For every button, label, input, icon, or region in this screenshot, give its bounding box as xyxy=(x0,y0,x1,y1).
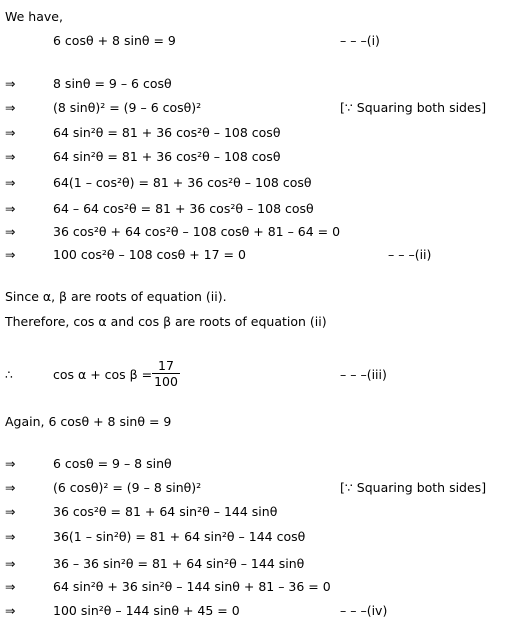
step-row xyxy=(0,554,506,574)
step-row xyxy=(0,199,506,219)
step-expression: 64(1 – cos²θ) = 81 + 36 cos²θ – 108 cosθ xyxy=(53,175,312,190)
step-expression: 100 cos²θ – 108 cosθ + 17 = 0 xyxy=(53,247,246,262)
implies-symbol: ⇒ xyxy=(5,504,16,519)
therefore-symbol: ∴ xyxy=(5,367,13,382)
implies-symbol: ⇒ xyxy=(5,456,16,471)
again-text: Again, 6 cosθ + 8 sinθ = 9 xyxy=(5,414,172,429)
equation-i-line xyxy=(0,31,506,51)
again-line xyxy=(0,412,506,432)
step-row xyxy=(0,98,506,118)
implies-symbol: ⇒ xyxy=(5,529,16,544)
fraction-numerator: 17 xyxy=(152,358,180,374)
implies-symbol: ⇒ xyxy=(5,224,16,239)
implies-symbol: ⇒ xyxy=(5,603,16,618)
step-row xyxy=(0,147,506,167)
implies-symbol: ⇒ xyxy=(5,556,16,571)
implies-symbol: ⇒ xyxy=(5,480,16,495)
implies-symbol: ⇒ xyxy=(5,100,16,115)
step-row xyxy=(0,577,506,597)
therefore-text: Therefore, cos α and cos β are roots of equation (ii) xyxy=(5,314,327,329)
step-expression: 36 cos²θ = 81 + 64 sin²θ – 144 sinθ xyxy=(53,504,278,519)
implies-symbol: ⇒ xyxy=(5,175,16,190)
equation-i-tag: – – –(i) xyxy=(340,33,380,48)
sum-expression: cos α + cos β = xyxy=(53,367,153,382)
step-expression: 100 sin²θ – 144 sinθ + 45 = 0 xyxy=(53,603,240,618)
step-row xyxy=(0,173,506,193)
equation-ii-tag: – – –(ii) xyxy=(388,247,432,262)
step-row xyxy=(0,74,506,94)
step-note: [∵ Squaring both sides] xyxy=(340,100,487,115)
step-expression: 36 cos²θ + 64 cos²θ – 108 cosθ + 81 – 64 = 0 xyxy=(53,224,341,239)
sum-fraction xyxy=(152,358,180,389)
step-row xyxy=(0,601,506,621)
step-row xyxy=(0,502,506,522)
implies-symbol: ⇒ xyxy=(5,149,16,164)
step-expression: 64 sin²θ + 36 sin²θ – 144 sinθ + 81 – 36 = 0 xyxy=(53,579,331,594)
step-row xyxy=(0,478,506,498)
step-expression: 64 sin²θ = 81 + 36 cos²θ – 108 cosθ xyxy=(53,125,281,140)
equation-iv-tag: – – –(iv) xyxy=(340,603,388,618)
step-row xyxy=(0,222,506,242)
step-row xyxy=(0,454,506,474)
step-expression: (6 cosθ)² = (9 – 8 sinθ)² xyxy=(53,480,202,495)
equation-iii-tag: – – –(iii) xyxy=(340,367,387,382)
step-note: [∵ Squaring both sides] xyxy=(340,480,487,495)
intro-text: We have, xyxy=(5,9,63,24)
step-row xyxy=(0,123,506,143)
equation-i: 6 cosθ + 8 sinθ = 9 xyxy=(53,33,176,48)
implies-symbol: ⇒ xyxy=(5,579,16,594)
fraction-denominator: 100 xyxy=(154,374,178,389)
step-expression: 36(1 – sin²θ) = 81 + 64 sin²θ – 144 cosθ xyxy=(53,529,306,544)
sum-of-roots-line xyxy=(0,358,506,389)
implies-symbol: ⇒ xyxy=(5,247,16,262)
since-text: Since α, β are roots of equation (ii). xyxy=(5,289,227,304)
step-expression: 36 – 36 sin²θ = 81 + 64 sin²θ – 144 sinθ xyxy=(53,556,305,571)
therefore-line xyxy=(0,312,506,332)
implies-symbol: ⇒ xyxy=(5,201,16,216)
step-expression: (8 sinθ)² = (9 – 6 cosθ)² xyxy=(53,100,202,115)
intro-line xyxy=(0,7,506,27)
step-expression: 64 – 64 cos²θ = 81 + 36 cos²θ – 108 cosθ xyxy=(53,201,314,216)
step-expression: 8 sinθ = 9 – 6 cosθ xyxy=(53,76,172,91)
implies-symbol: ⇒ xyxy=(5,125,16,140)
step-expression: 6 cosθ = 9 – 8 sinθ xyxy=(53,456,172,471)
implies-symbol: ⇒ xyxy=(5,76,16,91)
since-line xyxy=(0,287,506,307)
step-row xyxy=(0,245,506,265)
step-expression: 64 sin²θ = 81 + 36 cos²θ – 108 cosθ xyxy=(53,149,281,164)
step-row xyxy=(0,527,506,547)
